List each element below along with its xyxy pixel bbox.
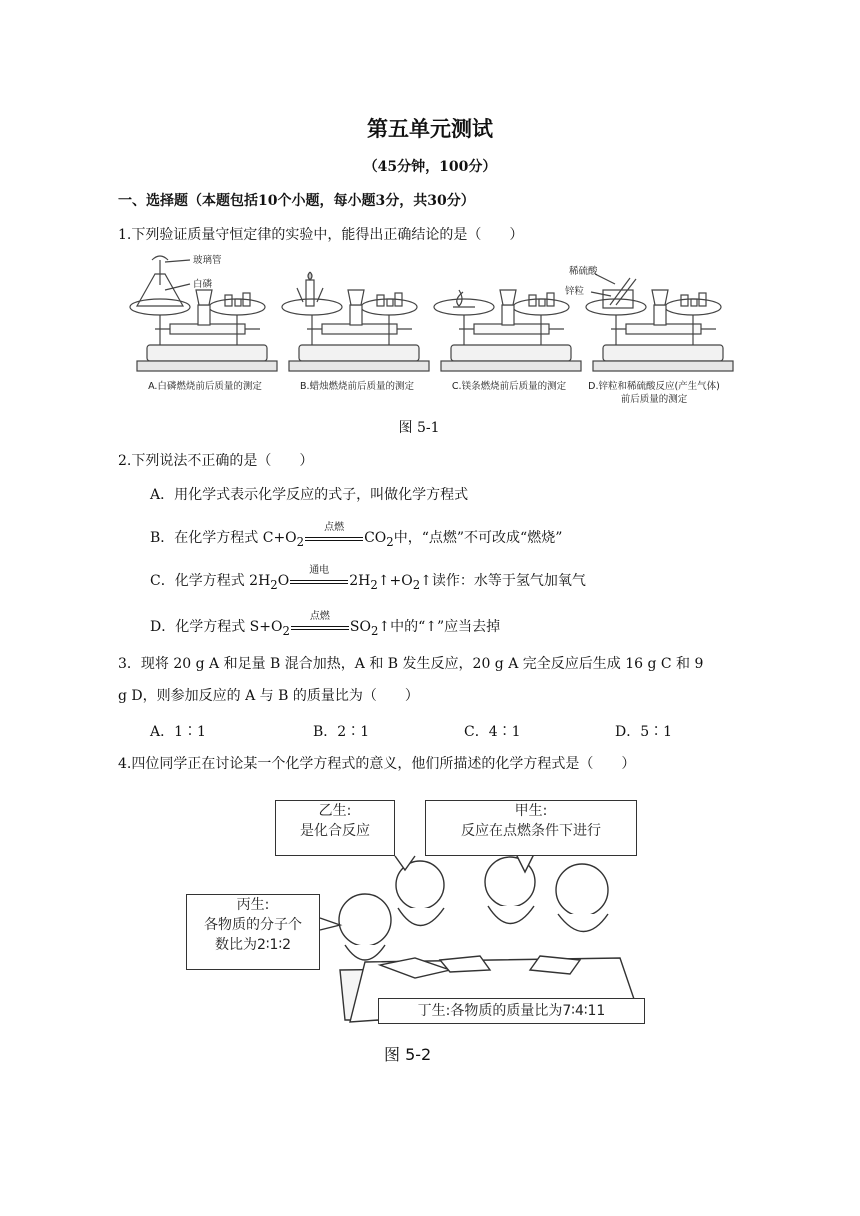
caption-d: D.锌粒和稀硫酸反应(产生气体) [588, 381, 720, 392]
choice-3a: A．1∶1 [150, 724, 206, 740]
option-2a: A．用化学式表示化学反应的式子，叫做化学方程式 [150, 487, 469, 503]
page-subtitle: （45分钟，100分） [363, 159, 497, 175]
subscript-2: 2 [296, 534, 305, 549]
option-2d-pre: D．化学方程式 S+O [150, 619, 283, 635]
subscript-2: 2 [412, 577, 421, 592]
subscript-2: 2 [386, 534, 394, 549]
option-2d [150, 611, 501, 641]
label-glass-tube: 玻璃管 [193, 255, 222, 266]
condition-label: 点燃 [309, 611, 330, 622]
option-2c-pre: C．化学方程式 2H [150, 573, 271, 589]
option-2c-post: 2H [349, 573, 371, 589]
bubble-jia-name: 甲生: [514, 803, 548, 819]
bubble-ding: 丁生:各物质的质量比为7∶4∶11 [378, 998, 645, 1024]
condition-ignite [291, 611, 349, 636]
bubble-yi [275, 800, 395, 856]
figure-5-2 [180, 790, 650, 1070]
choice-3b: B．2∶1 [313, 724, 370, 740]
bubble-bing [186, 894, 320, 970]
figure-5-1-caption: 图 5-1 [398, 420, 440, 436]
figure-5-1 [125, 250, 735, 410]
bubble-yi-text: 是化合反应 [300, 823, 370, 839]
condition-label: 点燃 [324, 522, 345, 533]
option-2b-post: CO [364, 530, 387, 546]
option-2c-end: ↑读作：水等于氢气加氧气 [420, 573, 586, 589]
question-2-stem: 2.下列说法不正确的是（ ） [118, 453, 314, 469]
subscript-2: 2 [270, 577, 278, 592]
question-4-stem: 4.四位同学正在讨论某一个化学方程式的意义，他们所描述的化学方程式是（ ） [118, 756, 636, 772]
option-2c-tail: ↑+O [377, 573, 413, 589]
subscript-2: 2 [282, 623, 290, 638]
option-2d-post: SO [349, 619, 371, 635]
bubble-bing-text2: 数比为2∶1∶2 [214, 937, 291, 953]
bubble-bing-name: 丙生: [236, 897, 270, 913]
option-2b-tail: 中，“点燃”不可改成“燃烧” [393, 530, 563, 546]
bubble-jia-text: 反应在点燃条件下进行 [461, 823, 601, 839]
figure-5-2-caption: 图 5-2 [384, 1045, 432, 1064]
caption-b: B.蜡烛燃烧前后质量的测定 [299, 381, 415, 392]
caption-c: C.镁条燃烧前后质量的测定 [451, 381, 567, 392]
bubble-yi-name: 乙生: [318, 803, 352, 819]
bubble-jia [425, 800, 637, 856]
option-2d-tail: ↑中的“↑”应当去掉 [378, 619, 501, 635]
option-2b [150, 522, 563, 552]
choice-3c: C．4∶1 [464, 724, 521, 740]
label-dilute-acid: 稀硫酸 [569, 266, 598, 277]
caption-d-line2: 前后质量的测定 [620, 394, 688, 405]
condition-ignite [305, 522, 363, 547]
page-title: 第五单元测试 [367, 116, 493, 141]
question-3-line1: 3．现将 20 g A 和足量 B 混合加热，A 和 B 发生反应，20 g A 完全反应后生成 16 g C 和 9 [118, 656, 704, 672]
question-3-line2: g D，则参加反应的 A 与 B 的质量比为（ ） [118, 688, 419, 704]
option-2c-mid: O [277, 573, 290, 589]
label-white-phosphorus: 白磷 [193, 279, 213, 290]
caption-a: A.白磷燃烧前后质量的测定 [148, 381, 262, 392]
section-heading: 一、选择题（本题包括10个小题，每小题3分，共30分） [118, 193, 475, 209]
condition-label: 通电 [309, 565, 330, 576]
subscript-2: 2 [370, 623, 379, 638]
choice-3d: D．5∶1 [615, 724, 673, 740]
label-zinc: 锌粒 [565, 286, 585, 297]
option-2c [150, 565, 586, 595]
condition-electric [290, 565, 348, 590]
subscript-2: 2 [370, 577, 378, 592]
option-2b-pre: B．在化学方程式 C+O [150, 530, 297, 546]
bubble-bing-text1: 各物质的分子个 [204, 917, 302, 933]
question-1-stem: 1.下列验证质量守恒定律的实验中，能得出正确结论的是（ ） [118, 227, 524, 243]
